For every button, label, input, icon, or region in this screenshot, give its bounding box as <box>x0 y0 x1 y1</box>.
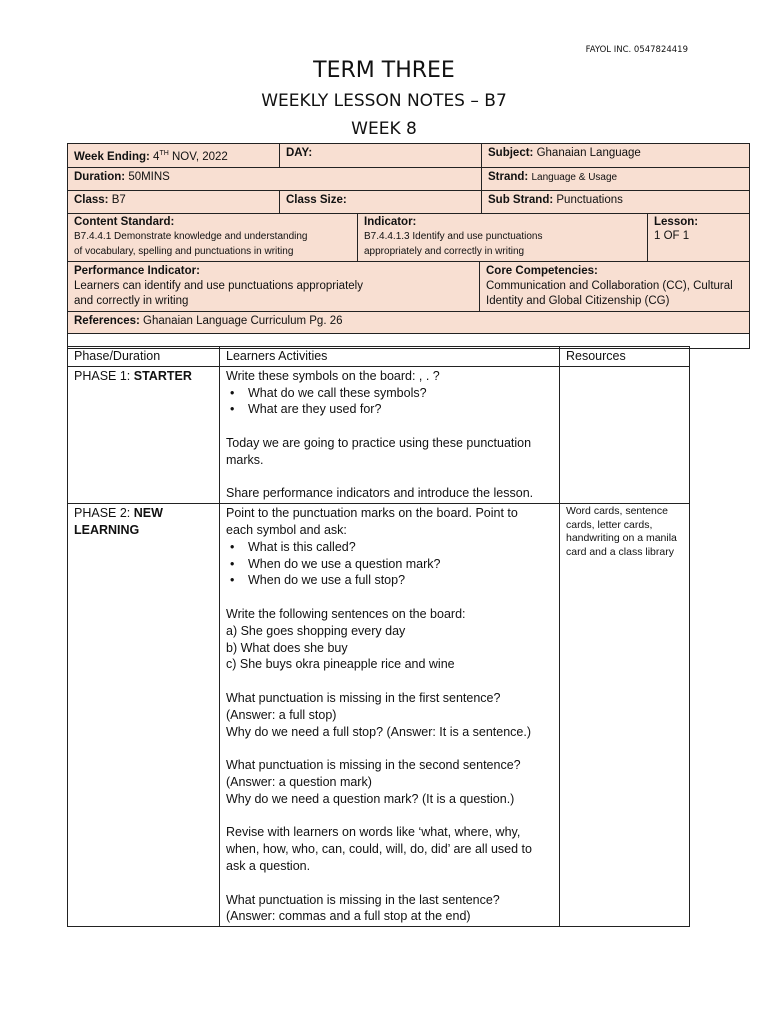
col-activities-header: Learners Activities <box>220 347 560 367</box>
col-resources-header: Resources <box>560 347 690 367</box>
page-subtitle: WEEKLY LESSON NOTES – B7 <box>261 91 507 111</box>
subject-cell: Subject: Ghanaian Language <box>482 144 750 168</box>
page-title: TERM THREE <box>313 58 455 83</box>
phase1-resources <box>560 366 690 503</box>
week-ending-cell: Week Ending: 4TH NOV, 2022 <box>68 144 280 168</box>
phase1-cell: PHASE 1: STARTER <box>68 366 220 503</box>
lesson-cell: Lesson: 1 OF 1 <box>648 213 750 261</box>
lesson-plan-table <box>67 346 690 927</box>
phase2-activities: Point to the punctuation marks on the board. Point to each symbol and ask: • What is this called? • When do we use a question mark? • When do we use a full stop? Write the following sentences on the board: a) She goes shopping every day b) What does she buy c) She buys okra pineapple rice and wine What punctuation is missing in the first sentence? (Answer: a full stop) Why do we need a full stop? (Answer: It is a sentence.) What punctuation is missing in the second sentence? (Answer: a question mark) Why do we need a question mark? (It is a question.) Revise with learners on words like ‘what, where, why, when, how, who, can, could, will, do, did’ are all used to ask a question. What punctuation is missing in the last sentence? (Answer: commas and a full stop at the end) <box>220 504 560 927</box>
core-competencies-cell: Core Competencies: Communication and Collaboration (CC), Cultural Identity and Global Citizenship (CG) <box>480 261 750 311</box>
class-cell: Class: B7 <box>68 190 280 213</box>
phase2-resources: Word cards, sentence cards, letter cards, handwriting on a manila card and a class library <box>560 504 690 927</box>
list-item: • When do we use a full stop? <box>248 572 553 589</box>
strand-cell: Strand: Language & Usage <box>482 167 750 190</box>
week-label: WEEK 8 <box>351 119 417 139</box>
indicator-cell: Indicator: B7.4.4.1.3 Identify and use punctuations appropriately and correctly in writing <box>358 213 648 261</box>
day-cell: DAY: <box>280 144 482 168</box>
sub-strand-cell: Sub Strand: Punctuations <box>482 190 750 213</box>
brand-contact: FAYOL INC. 0547824419 <box>585 45 688 55</box>
list-item: • When do we use a question mark? <box>248 556 553 573</box>
phase2-cell: PHASE 2: NEW LEARNING <box>68 504 220 927</box>
performance-indicator-cell: Performance Indicator: Learners can identify and use punctuations appropriately and correctly in writing <box>68 261 480 311</box>
lesson-header-table <box>67 143 750 349</box>
list-item: • What do we call these symbols? <box>248 385 553 402</box>
phase1-activities: Write these symbols on the board: , . ? • What do we call these symbols? • What are they used for? Today we are going to practice using these punctuation marks. Share performance indicators and introduce the lesson. <box>220 366 560 503</box>
title-block <box>0 58 768 140</box>
list-item: • What is this called? <box>248 539 553 556</box>
duration-cell: Duration: 50MINS <box>68 167 482 190</box>
references-cell: References: Ghanaian Language Curriculum Pg. 26 <box>68 311 750 333</box>
list-item: • What are they used for? <box>248 401 553 418</box>
content-standard-cell: Content Standard: B7.4.4.1 Demonstrate knowledge and understanding of vocabulary, spelling and punctuations in writing <box>68 213 358 261</box>
col-phase-header: Phase/Duration <box>68 347 220 367</box>
class-size-cell: Class Size: <box>280 190 482 213</box>
